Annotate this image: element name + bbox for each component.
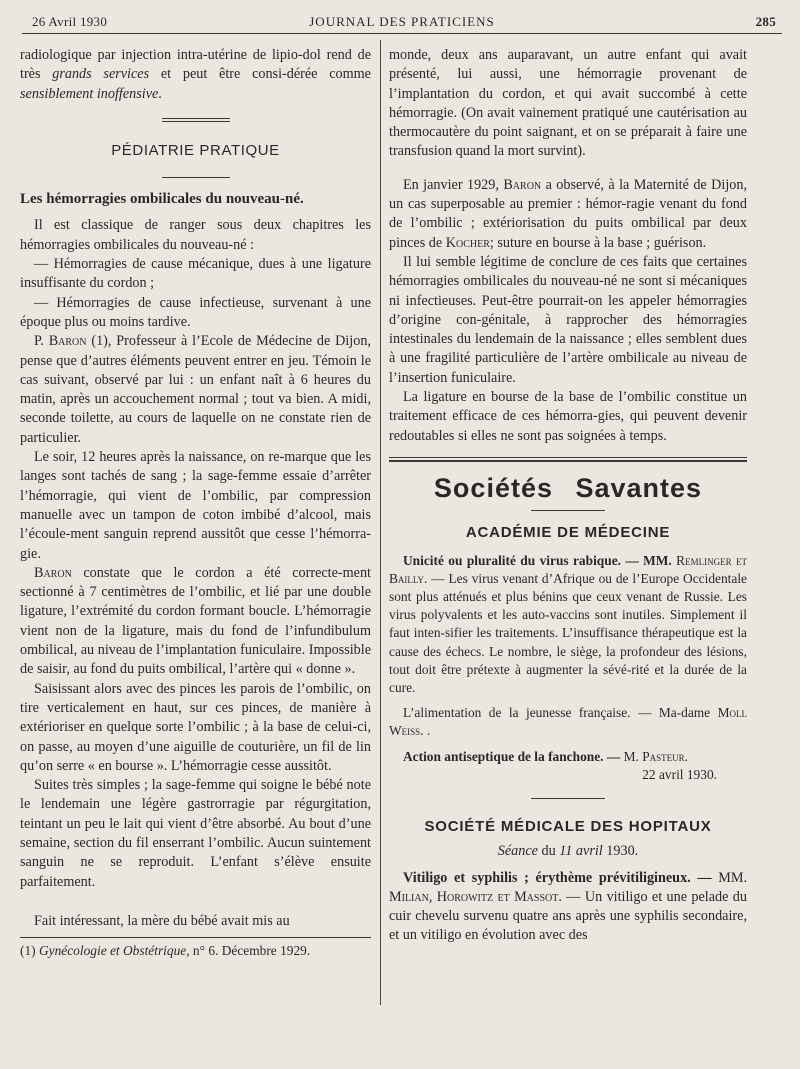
page-number: 285 — [755, 14, 776, 29]
short-rule — [531, 510, 605, 511]
section-divider — [389, 457, 747, 462]
entry-alimentation: L’alimentation de la jeunesse française. — Ma-dame Moll Weiss. . — [389, 705, 747, 739]
societes-savantes-title: Sociétés Savantes — [433, 472, 703, 503]
left-column — [20, 46, 371, 960]
academie-title: ACADÉMIE DE MÉDECINE — [465, 524, 671, 542]
short-rule — [162, 118, 230, 119]
section-title: PÉDIATRIE PRATIQUE — [111, 141, 280, 159]
paragraph: Baron constate que le cordon a été correcte-ment sectionné à 7 centimètres de l’ombilic, et lié par une double ligature, l’extrémité du cordon formant boucle. L’hémorragie vient non de la ligature, mais du fond de l’infundibulum ombilical, au niveau de l’implantation funiculaire. Impossible de saisir, au fond du puits ombilical, l’artère qui « donne ». — [20, 564, 371, 678]
paragraph: Saisissant alors avec des pinces les parois de l’ombilic, on tire verticalement en haut, sur ces pinces, de manière à extérioriser en quelque sorte l’ombilic ; à la base de celui-ci, on passe, au moyen d’une aiguille de couturière, un fil de lin qu’on serre « en bourse ». L’hémorragie cesse aussitôt. — [20, 680, 371, 774]
paragraph: — Hémorragies de cause mécanique, dues à une ligature insuffisante du cordon ; — [20, 256, 371, 292]
paragraph: — Hémorragies de cause infectieuse, survenant à une époque plus ou moins tardive. — [20, 294, 371, 330]
paragraph: Il est classique de ranger sous deux chapitres les hémorragies ombilicales du nouveau-né : — [20, 217, 371, 253]
entry-vitiligo: Vitiligo et syphilis ; érythème prévitiligineux. — MM. Milian, Horowitz et Massot. — Un vitiligo et une pelade du cuir chevelu survenu quatre ans après une syphilis secondaire, et un vitiligo en évolution avec des — [389, 869, 747, 944]
paragraph: La ligature en bourse de la base de l’ombilic constitue un traitement efficace de ces hémorra-gies, qui peuvent devenir redoutables si elles ne sont pas soignées à temps. — [389, 389, 747, 444]
societe-medicale-title: SOCIÉTÉ MÉDICALE DES HOPITAUX — [424, 817, 712, 835]
paragraph: Suites très simples ; la sage-femme qui soigne le bébé note le lendemain une légère gastrorragie par régurgitation, teintant un peu le lait qui vient d’être absorbé. Au bout d’une semaine, section du fil enserrant l’ombilic. Aucun suintement sanguin ne se reproduit. L’enfant s’élève ensuite parfaitement. — [20, 777, 371, 890]
article-title: Les hémorragies ombilicales du nouveau-né. — [20, 191, 304, 208]
journal-title: JOURNAL DES PRATICIENS — [309, 14, 495, 29]
entry-rabies: Unicité ou pluralité du virus rabique. — MM. Remlinger et Bailly. — Les virus venant d’Afrique ou de l’Europe Occidentale sont plus atténués et plus bénins que ceux venant de Russie. Les virus polyvalents et les auto-vaccins sont inutiles. Simplement il faut inten-sifier les traitements. L’insuffisance thérapeutique est la cause des échecs. Le nombre, le siège, la profondeur des lésions, tout doit être prétexte à augmenter la sévé-rité et la durée de la cure. — [389, 552, 747, 695]
academie-entries — [389, 552, 747, 784]
short-rule — [162, 121, 230, 122]
short-rule — [531, 798, 605, 799]
paragraph: Le soir, 12 heures après la naissance, on re-marque que les langes sont tachés de sang ; la sage-femme essaie d’arrêter l’hémorragie, qui vient de l’ombilic, par compression manuelle avec un tampon de coton imbibé d’alcool, mais l’écoule-ment sanguin reprend aussitôt que cesse l’hémorra-gie. — [20, 449, 371, 562]
header-rule — [22, 33, 782, 34]
paragraph: P. Baron (1), Professeur à l’Ecole de Médecine de Dijon, pense que d’autres éléments peuvent entrer en jeu. Témoin le cas suivant, observé par lui : un enfant naît à 6 heures du matin, après un accouchement normal ; tout va bien. A midi, seconde toilette, au cours de laquelle on ne constate rien de particulier. — [20, 333, 371, 446]
issue-date: 26 Avril 1930 — [32, 14, 108, 29]
paragraph: Fait intéressant, la mère du bébé avait mis au — [34, 912, 290, 929]
paragraph: En janvier 1929, Baron a observé, à la Maternité de Dijon, un cas superposable au premier : hémor-ragie venant du fond de l’ombilic ; extériorisation du puits ombilical par deux pinces de Kocher; suture en bourse à la base ; guérison. — [389, 176, 748, 251]
footnote: (1) Gynécologie et Obstétrique, n° 6. Décembre 1929. — [20, 943, 311, 959]
paragraph: Il lui semble légitime de conclure de ces faits que certaines hémorragies ombilicales du nouveau-né ne sont si mécaniques ni infectieuses. Peut-être pourrait-on les appeler hémorragies d’origine con-génitale, à rapprocher des hémorragies intestinales du lendemain de la naissance ; elles semblent dues à une fragilité particulière de l’artère ombilicale au niveau de l’insertion funiculaire. — [389, 253, 747, 386]
right-column — [389, 46, 747, 946]
running-head — [22, 12, 782, 32]
footnote-rule — [20, 937, 371, 938]
paragraph-continued: radiologique par injection intra-utérine de lipio-dol rend de très grands services et peut être consi-dérée comme sensiblement inoffensive. — [20, 47, 371, 102]
paragraph-continued: monde, deux ans auparavant, un autre enfant qui avait présenté, lui aussi, une hémorragie provenant de l’implantation du cordon, et qui avait succombé à cette hémorragie. (On avait vainement pratiqué une cautérisation au thermocautère du point saignant, et on se préparait à faire une transfusion quand la mort survint). — [389, 47, 747, 160]
entry-date: 22 avril 1930. — [642, 766, 717, 782]
column-separator — [380, 40, 381, 1005]
entry-fanchone: Action antiseptique de la fanchone. — M. Pasteur. — [403, 748, 688, 764]
short-rule — [162, 177, 230, 178]
seance-date: Séance du 11 avril 1930. — [497, 843, 639, 860]
